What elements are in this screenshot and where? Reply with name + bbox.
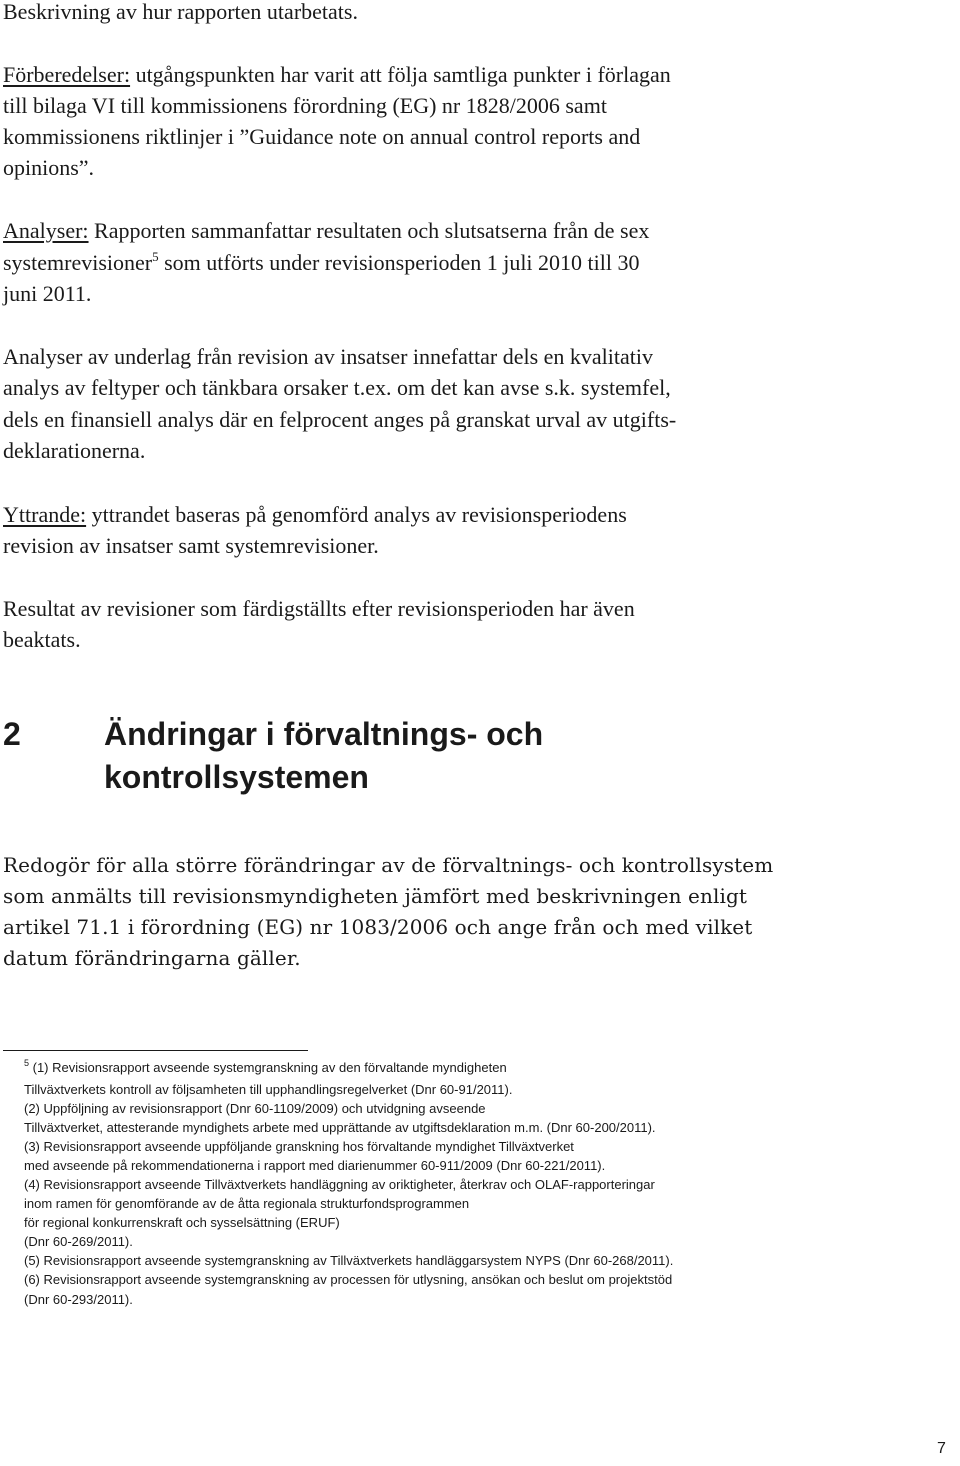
forberedelser-line-2: till bilaga VI till kommissionens förordning (EG) nr 1828/2006 samt [3,93,607,118]
footnote-line: (2) Uppföljning av revisionsrapport (Dnr 60-1109/2009) och utvidgning avseende [24,1101,486,1116]
footnote-line: (3) Revisionsrapport avseende uppföljande granskning hos förvaltande myndighet Tillväxtverket [24,1139,574,1154]
footnote-line: med avseende på rekommendationerna i rapport med diarienummer 60-911/2009 (Dnr 60-221/2011). [24,1158,606,1173]
footnote-line: för regional konkurrenskraft och sysselsättning (ERUF) [24,1215,340,1230]
footnote-line: Tillväxtverkets kontroll av följsamheten till upphandlingsregelverket (Dnr 60-91/2011). [24,1082,513,1097]
underlag-line-3: dels en finansiell analys där en felprocent anges på granskat urval av utgifts- [3,407,677,432]
footnote-marker: 5 [24,1058,30,1068]
analyser-line-2: systemrevisioner$^5$ som utförts under revisionsperioden 1 juli 2010 till 30 [3,249,640,275]
section-heading-line-2: kontrollsystemen [104,759,369,795]
yttrande-line-2: revision av insatser samt systemrevisioner. [3,533,379,558]
page-number: 7 [937,1440,946,1457]
yttrande-line-1: Yttrande: yttrandet baseras på genomförd analys av revisionsperiodens [3,502,627,527]
footnote-line: (Dnr 60-269/2011). [24,1234,133,1249]
footnote-line: (4) Revisionsrapport avseende Tillväxtverkets handläggning av oriktigheter, återkrav och OLAF-rapporteringar [24,1177,655,1192]
section-number: 2 [3,716,21,752]
section-heading-line-1: Ändringar i förvaltnings- och [104,716,544,752]
forberedelser-line-1: Förberedelser: utgångspunkten har varit att följa samtliga punkter i förlagan [3,62,671,87]
footnote-line: inom ramen för genomförande av de åtta regionala strukturfondsprogrammen [24,1196,470,1211]
footnote-line: $^5$ (1) Revisionsrapport avseende systemgranskning av den förvaltande myndigheten [24,1058,507,1075]
underlag-line-4: deklarationerna. [3,438,146,463]
intro-line-4: datum förändringarna gäller. [3,946,301,970]
resultat-line-1: Resultat av revisioner som färdigställts efter revisionsperioden har även [3,596,635,621]
resultat-line-2: beaktats. [3,627,81,652]
underlag-line-1: Analyser av underlag från revision av insatser innefattar dels en kvalitativ [3,344,653,369]
footnote-reference: 5 [152,249,159,264]
forberedelser-line-3: kommissionens riktlinjer i ”Guidance note on annual control reports and [3,124,641,149]
underlag-line-2: analys av feltyper och tänkbara orsaker t.ex. om det kan avse s.k. systemfel, [3,375,671,400]
footnote-line: Tillväxtverket, attesterande myndighets arbete med upprättande av utgiftsdeklaration m.m. (Dnr 60-200/2011). [24,1120,656,1135]
yttrande-label: Yttrande: [3,502,87,527]
intro-line-1: Redogör för alla större förändringar av de förvaltnings- och kontrollsystem [3,853,774,877]
footnote-separator [3,1050,308,1051]
intro-line-2: som anmälts till revisionsmyndigheten jämfört med beskrivningen enligt [3,884,747,908]
analyser-line-1: Analyser: Rapporten sammanfattar resultaten och slutsatserna från de sex [3,218,650,243]
intro-line-3: artikel 71.1 i förordning (EG) nr 1083/2006 och ange från och med vilket [3,915,753,939]
analyser-line-3: juni 2011. [3,281,92,306]
footnote-line: (6) Revisionsrapport avseende systemgranskning av processen för utlysning, ansökan och beslut om projektstöd [24,1272,673,1287]
top-line: Beskrivning av hur rapporten utarbetats. [3,0,358,24]
analyser-label: Analyser: [3,218,89,243]
footnote-line: (Dnr 60-293/2011). [24,1292,133,1307]
footnote-line: (5) Revisionsrapport avseende systemgranskning av Tillväxtverkets handläggarsystem NYPS (Dnr 60-268/2011). [24,1253,674,1268]
forberedelser-line-4: opinions”. [3,155,95,180]
forberedelser-label: Förberedelser: [3,62,131,87]
